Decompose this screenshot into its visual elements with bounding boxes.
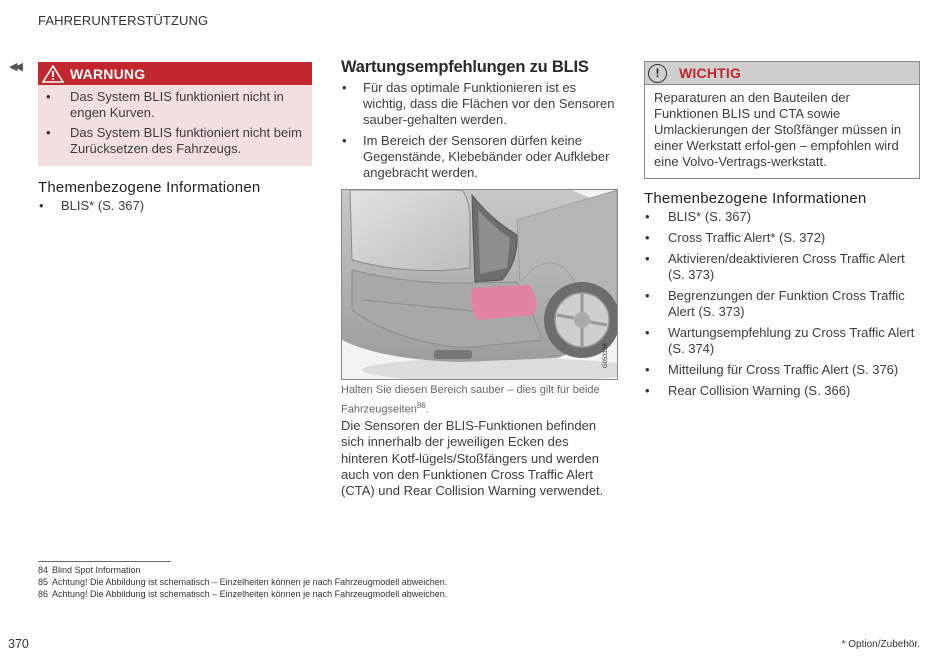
important-title: WICHTIG [679, 65, 742, 81]
warning-triangle-icon [42, 65, 64, 83]
main-section [341, 58, 619, 186]
warning-header [38, 62, 312, 85]
right-related-info [644, 190, 924, 404]
figure-code: G053198 [603, 343, 609, 368]
important-box [644, 61, 920, 179]
warning-box [38, 62, 312, 166]
main-item: • Im Bereich der Sensoren dürfen keine Gegenstände, Klebebänder oder Aufkleber angebracht werden. [341, 133, 619, 181]
left-related-info [38, 179, 312, 219]
footnote-divider [38, 561, 171, 562]
related-link[interactable]: • Mitteilung für Cross Traffic Alert (S. 376) [644, 362, 924, 378]
car-rear-illustration [342, 190, 617, 379]
page-number: 370 [8, 637, 29, 651]
related-link[interactable]: • Aktivieren/deaktivieren Cross Traffic Alert (S. 373) [644, 251, 924, 283]
related-link[interactable]: • Rear Collision Warning (S. 366) [644, 383, 924, 399]
important-text: Reparaturen an den Bauteilen der Funktionen BLIS und CTA sowie Umlackierungen der Stoßfänger müssen in einer Werkstatt erfol-gen – empfohlen wird eine Volvo-Vertrags-werkstatt. [654, 90, 902, 169]
car-rear-figure [341, 189, 618, 380]
footnote: 86 Achtung! Die Abbildung ist schematisch – Einzelheiten können je nach Fahrzeugmodell abweichen. [38, 589, 448, 599]
main-heading: Wartungsempfehlungen zu BLIS [341, 58, 589, 76]
sensor-paragraph: Die Sensoren der BLIS-Funktionen befinden sich innerhalb der jeweiligen Ecken des hinteren Kotf-lügels/Stoßfängers und werden auch von den Funktionen Cross Traffic Alert (CTA) und Rear Collision Warning verwendet. [341, 418, 604, 499]
warning-list [38, 89, 312, 157]
exclamation-circle-icon: ! [648, 64, 667, 83]
option-note: * Option/Zubehör. [841, 639, 920, 650]
main-item: • Für das optimale Funktionieren ist es wichtig, dass die Flächen vor den Sensoren sauber-gehalten werden. [341, 80, 619, 128]
related-link[interactable]: • Wartungsempfehlung zu Cross Traffic Alert (S. 374) [644, 325, 924, 357]
related-link[interactable]: • BLIS* (S. 367) [644, 209, 924, 225]
section-header: FAHRERUNTERSTÜTZUNG [38, 13, 209, 28]
footnotes [38, 564, 447, 600]
right-related-heading: Themenbezogene Informationen [644, 190, 867, 207]
warning-title: WARNUNG [70, 65, 146, 82]
warning-item: • Das System BLIS funktioniert nicht in engen Kurven. [38, 89, 312, 121]
double-chevron-left-icon[interactable]: ◀◀ [9, 61, 20, 73]
related-link[interactable]: • Cross Traffic Alert* (S. 372) [644, 230, 924, 246]
footnote: 85 Achtung! Die Abbildung ist schematisch – Einzelheiten können je nach Fahrzeugmodell abweichen. [38, 577, 448, 587]
left-related-heading: Themenbezogene Informationen [38, 179, 261, 196]
warning-item: • Das System BLIS funktioniert nicht beim Zurücksetzen des Fahrzeugs. [38, 125, 312, 157]
important-header [645, 62, 919, 85]
figure-caption: Halten Sie diesen Bereich sauber – dies gilt für beide Fahrzeugseiten$^{86}$. [341, 384, 600, 416]
sensor-area [471, 285, 536, 320]
footnote: 84 Blind Spot Information [38, 565, 141, 575]
related-link[interactable]: • BLIS* (S. 367) [38, 198, 312, 214]
related-link[interactable]: • Begrenzungen der Funktion Cross Traffic Alert (S. 373) [644, 288, 924, 320]
footnote-ref[interactable]: 86 [416, 401, 426, 410]
caption-text: Halten Sie diesen Bereich sauber – dies gilt für beide Fahrzeugseiten [341, 384, 600, 416]
